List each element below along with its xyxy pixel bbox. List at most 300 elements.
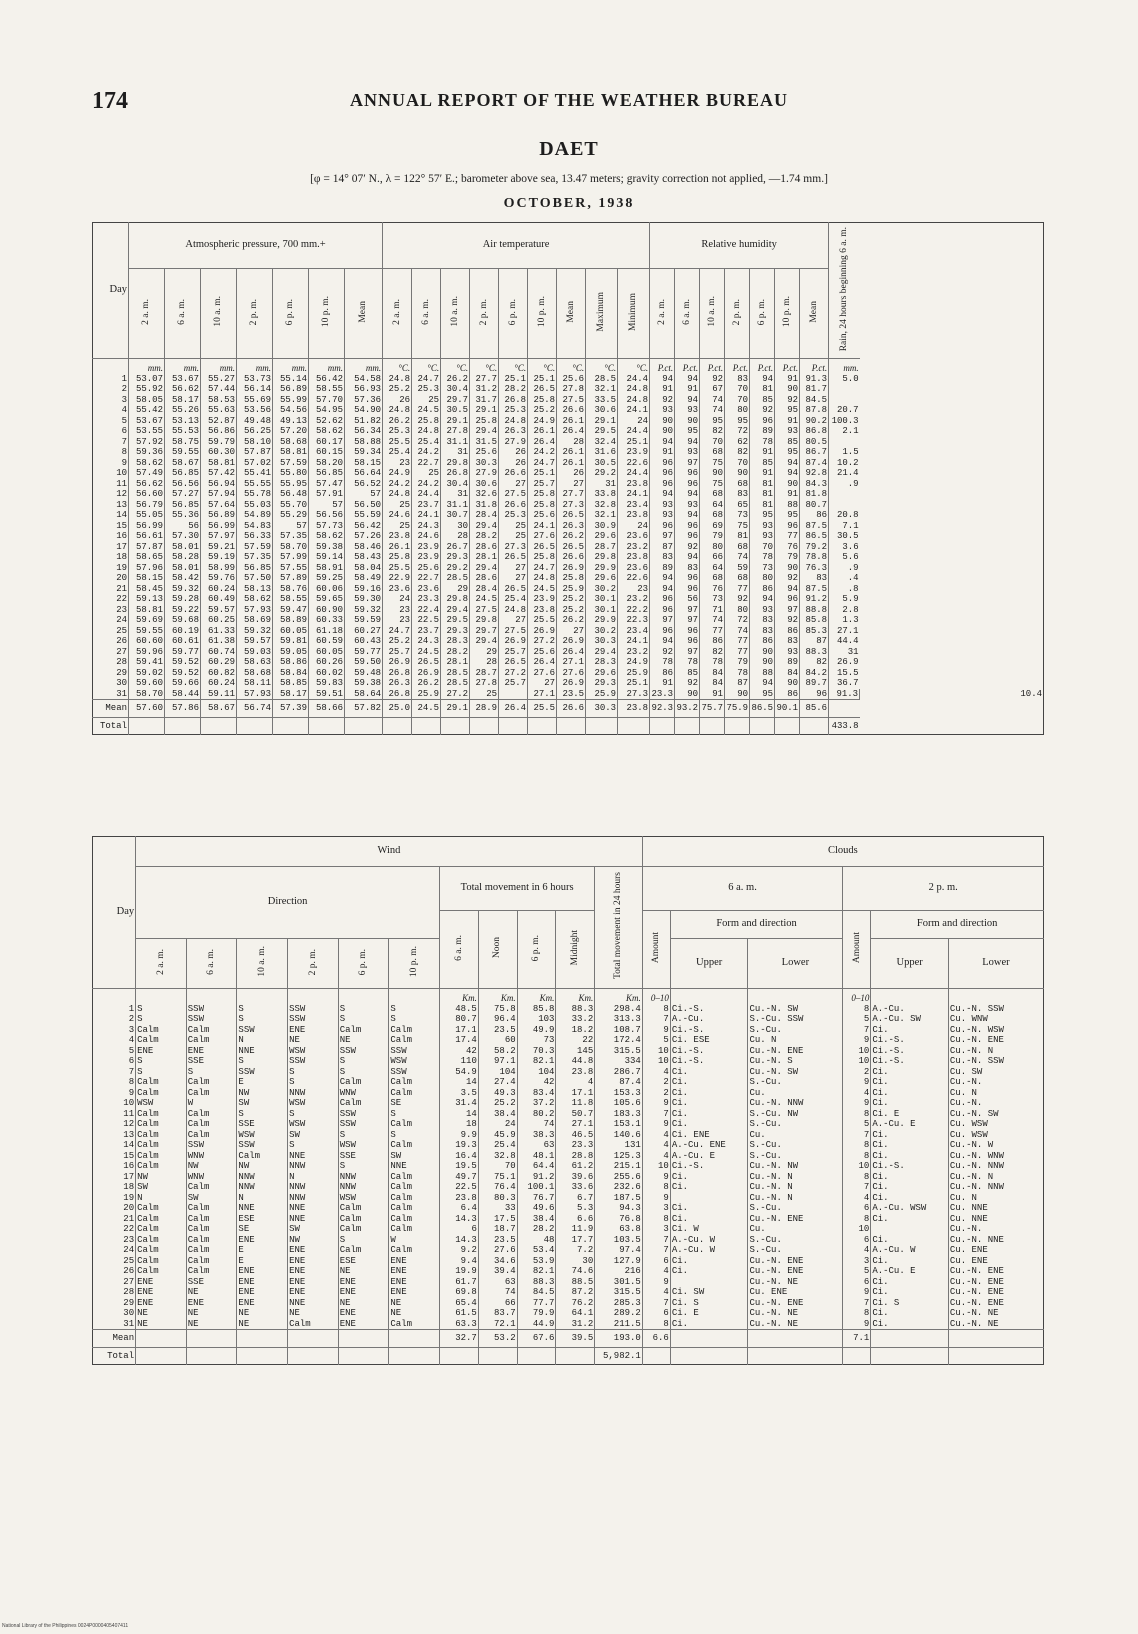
data-cell: 3: [642, 1203, 670, 1214]
col-header: Minimum: [618, 269, 650, 359]
data-cell: Ci.: [670, 1203, 748, 1214]
data-cell: 25: [499, 521, 528, 532]
data-cell: 56.42: [309, 374, 345, 385]
data-cell: SW: [237, 1098, 288, 1109]
data-cell: 59.32: [237, 626, 273, 637]
table-row: [93, 1266, 1044, 1277]
data-cell: 59.69: [129, 615, 165, 626]
data-cell: 57.64: [201, 500, 237, 511]
data-cell: 10: [642, 1161, 670, 1172]
data-cell: 23.3: [412, 594, 441, 605]
data-cell: S: [288, 1109, 339, 1120]
data-cell: 25.7: [528, 479, 557, 490]
data-cell: 96: [775, 594, 800, 605]
data-cell: 60.61: [165, 636, 201, 647]
data-cell: 24.1: [618, 636, 650, 647]
data-cell: SSW: [237, 1067, 288, 1078]
data-cell: 27.2: [499, 668, 528, 679]
data-cell: 56.52: [345, 479, 383, 490]
data-cell: 96: [675, 468, 700, 479]
data-cell: 25.8: [470, 416, 499, 427]
data-cell: 31.8: [470, 500, 499, 511]
data-cell: Cu.-N. ENE: [948, 1035, 1043, 1046]
data-cell: 57.55: [273, 563, 309, 574]
col-header: 2 a. m.: [129, 269, 165, 359]
data-cell: 29.4: [470, 521, 499, 532]
data-cell: [829, 384, 860, 395]
data-cell: 96: [650, 468, 675, 479]
summary-cell: 24.5: [412, 700, 441, 718]
data-cell: 68: [700, 510, 725, 521]
data-cell: Cu.-N. ENE: [748, 1256, 843, 1267]
data-cell: 27: [499, 479, 528, 490]
data-cell: 57.96: [129, 563, 165, 574]
data-cell: 24.1: [618, 489, 650, 500]
data-cell: 57.59: [273, 458, 309, 469]
summary-cell: 93.2: [675, 700, 700, 718]
table-row: [93, 458, 1044, 469]
data-cell: 8: [843, 1004, 871, 1015]
data-cell: 23.8: [440, 1193, 479, 1204]
data-cell: Calm: [136, 1109, 187, 1120]
data-cell: 7: [843, 1182, 871, 1193]
data-cell: 58.62: [237, 594, 273, 605]
data-cell: Ci.-S.: [670, 1046, 748, 1057]
data-cell: 80.3: [478, 1193, 517, 1204]
summary-cell: [345, 717, 383, 735]
data-cell: Cu.-N. NE: [748, 1308, 843, 1319]
data-cell: Cu.-N. NW: [748, 1161, 843, 1172]
data-cell: 30.1: [586, 594, 618, 605]
data-cell: 28: [557, 437, 586, 448]
data-cell: 88.3: [517, 1277, 556, 1288]
data-cell: 29.3: [441, 552, 470, 563]
day-cell: 12: [123, 1119, 135, 1129]
col-header: 2 p. m.: [288, 939, 339, 989]
data-cell: NE: [389, 1298, 440, 1309]
data-cell: 23.4: [618, 626, 650, 637]
summary-cell: [440, 1347, 479, 1365]
data-cell: 26.6: [557, 552, 586, 563]
data-cell: 57.36: [345, 395, 383, 406]
col-header: Mean: [557, 269, 586, 359]
lower-header: Lower: [948, 939, 1043, 989]
data-cell: 108.7: [595, 1025, 643, 1036]
data-cell: 84.5: [800, 395, 829, 406]
data-cell: ENE: [237, 1266, 288, 1277]
data-cell: 24.5: [412, 405, 441, 416]
data-cell: 57.44: [201, 384, 237, 395]
data-cell: Cu.-N. NNW: [748, 1098, 843, 1109]
data-cell: 79.2: [800, 542, 829, 553]
data-cell: S: [237, 1014, 288, 1025]
data-cell: 96: [650, 521, 675, 532]
row-label: Total: [93, 717, 129, 735]
day-cell: 10: [123, 1098, 135, 1108]
data-cell: Cu.-N. ENE: [948, 1287, 1043, 1298]
data-cell: 26.5: [528, 384, 557, 395]
data-cell: NE: [338, 1298, 389, 1309]
data-cell: 85: [775, 437, 800, 448]
data-cell: 23.9: [412, 552, 441, 563]
data-cell: WNW: [338, 1088, 389, 1099]
data-cell: SE: [237, 1224, 288, 1235]
table-row: [93, 668, 1044, 679]
data-cell: 5.3: [556, 1203, 595, 1214]
col-header: 10 p. m.: [309, 269, 345, 359]
data-cell: 58.62: [309, 531, 345, 542]
summary-cell: [470, 717, 499, 735]
summary-cell: [557, 717, 586, 735]
data-cell: SSW: [338, 1109, 389, 1120]
data-cell: 56.85: [309, 468, 345, 479]
data-cell: 28.2: [470, 531, 499, 542]
data-cell: 289.2: [595, 1308, 643, 1319]
data-cell: 14.3: [440, 1235, 479, 1246]
data-cell: 42: [440, 1046, 479, 1057]
data-cell: Cu.-N. S: [748, 1056, 843, 1067]
data-cell: 23.6: [618, 531, 650, 542]
data-cell: 58.01: [165, 542, 201, 553]
data-cell: 97.4: [595, 1245, 643, 1256]
data-cell: 57.93: [237, 605, 273, 616]
data-cell: 59.76: [201, 573, 237, 584]
data-cell: 6: [642, 1308, 670, 1319]
table-row: [93, 1193, 1044, 1204]
data-cell: 93: [750, 531, 775, 542]
clouds-6am-header: 6 a. m.: [642, 867, 842, 911]
data-cell: 23.2: [618, 594, 650, 605]
col-header: Mean: [800, 269, 829, 359]
data-cell: A.-Cu.: [670, 1014, 748, 1025]
data-cell: 59.36: [129, 447, 165, 458]
data-cell: 125.3: [595, 1151, 643, 1162]
data-cell: 93: [750, 521, 775, 532]
data-cell: 140.6: [595, 1130, 643, 1141]
summary-cell: 6.6: [642, 1330, 670, 1348]
data-cell: Cu. NNE: [948, 1214, 1043, 1225]
table-row: [93, 584, 1044, 595]
data-cell: 24.4: [618, 374, 650, 385]
data-cell: 55.80: [273, 468, 309, 479]
data-cell: 58.69: [237, 615, 273, 626]
row-label: Mean: [93, 700, 129, 718]
data-cell: E: [237, 1245, 288, 1256]
summary-cell: [338, 1347, 389, 1365]
summary-cell: 193.0: [595, 1330, 643, 1348]
data-cell: Cu.-N. SW: [948, 1109, 1043, 1120]
data-cell: S: [389, 1109, 440, 1120]
data-cell: 94: [675, 552, 700, 563]
rain-header: Rain, 24 hours beginning 6 a. m.: [829, 223, 860, 359]
data-cell: 58.75: [165, 437, 201, 448]
data-cell: 10: [843, 1224, 871, 1235]
data-cell: Ci. E: [670, 1308, 748, 1319]
data-cell: 59.55: [129, 626, 165, 637]
data-cell: 76.8: [595, 1214, 643, 1225]
data-cell: Cu.-N. ENE: [748, 1266, 843, 1277]
data-cell: 56: [165, 521, 201, 532]
data-cell: 8: [843, 1214, 871, 1225]
data-cell: 33.8: [586, 489, 618, 500]
data-cell: Cu.-N.: [948, 1098, 1043, 1109]
data-cell: W: [186, 1098, 237, 1109]
data-cell: N: [288, 1172, 339, 1183]
data-cell: S: [338, 1056, 389, 1067]
data-cell: 25: [383, 500, 412, 511]
data-cell: 7.2: [556, 1245, 595, 1256]
summary-cell: 433.8: [829, 717, 860, 735]
data-cell: 30.2: [586, 584, 618, 595]
data-cell: 58.46: [345, 542, 383, 553]
data-cell: SSW: [389, 1067, 440, 1078]
data-cell: 66: [700, 552, 725, 563]
data-cell: 82.1: [517, 1266, 556, 1277]
data-cell: 25.6: [470, 447, 499, 458]
data-cell: 49.48: [237, 416, 273, 427]
table1-body: [93, 359, 1044, 735]
data-cell: 6: [642, 1256, 670, 1267]
day-cell: 11: [116, 478, 127, 489]
data-cell: 26.1: [557, 458, 586, 469]
data-cell: ENE: [288, 1277, 339, 1288]
data-cell: 28.5: [441, 678, 470, 689]
data-cell: 39.4: [478, 1266, 517, 1277]
data-cell: 79: [700, 531, 725, 542]
data-cell: 75.8: [478, 1004, 517, 1015]
data-cell: 85: [750, 395, 775, 406]
data-cell: Ci.-S.: [670, 1004, 748, 1015]
data-cell: 187.5: [595, 1193, 643, 1204]
data-cell: Ci.-S.: [670, 1161, 748, 1172]
data-cell: 23.8: [556, 1067, 595, 1078]
data-cell: A.-Cu. W: [871, 1245, 949, 1256]
data-cell: 153.3: [595, 1088, 643, 1099]
data-cell: 87: [725, 678, 750, 689]
data-cell: 24: [478, 1119, 517, 1130]
data-cell: SSW: [288, 1014, 339, 1025]
data-cell: 29.1: [470, 405, 499, 416]
data-cell: 58.67: [165, 458, 201, 469]
day-cell: 16: [123, 1161, 135, 1171]
data-cell: N: [237, 1193, 288, 1204]
data-cell: NW: [237, 1161, 288, 1172]
data-cell: 23.6: [383, 584, 412, 595]
data-cell: 8: [843, 1308, 871, 1319]
data-cell: 25.5: [383, 437, 412, 448]
units-row: mm. mm. mm. mm. mm. mm. mm. °C. °C. °C. °C. °C. °C. °C. °C. °C. P.ct. P.ct. P.ct. P.ct. P.ct. P.ct. P.ct. mm.: [93, 359, 1044, 374]
data-cell: 82: [700, 647, 725, 658]
data-cell: 69.8: [440, 1287, 479, 1298]
data-cell: 55.55: [237, 479, 273, 490]
data-cell: 55.29: [273, 510, 309, 521]
data-cell: 90: [675, 416, 700, 427]
data-cell: 57.35: [273, 531, 309, 542]
data-cell: Ci.: [871, 1256, 949, 1267]
summary-cell: [129, 717, 165, 735]
data-cell: Cu.-N. W: [948, 1140, 1043, 1151]
summary-cell: [136, 1330, 187, 1348]
data-cell: 24.7: [528, 563, 557, 574]
data-cell: ENE: [338, 1319, 389, 1330]
data-cell: 26.2: [441, 374, 470, 385]
data-cell: 315.5: [595, 1287, 643, 1298]
data-cell: .8: [829, 584, 860, 595]
data-cell: Cu.-N. N: [748, 1193, 843, 1204]
day-cell: 27: [116, 646, 127, 657]
data-cell: 31.5: [470, 437, 499, 448]
data-cell: SSE: [186, 1277, 237, 1288]
data-cell: 60.90: [309, 605, 345, 616]
data-cell: 14: [440, 1109, 479, 1120]
data-cell: 23: [383, 615, 412, 626]
data-cell: 5: [843, 1014, 871, 1025]
data-cell: 27.2: [441, 689, 470, 700]
table-row: [93, 510, 1044, 521]
data-cell: 78: [650, 657, 675, 668]
data-cell: NNW: [288, 1193, 339, 1204]
data-cell: 92: [775, 573, 800, 584]
data-cell: 8: [642, 1004, 670, 1015]
data-cell: 94: [775, 468, 800, 479]
data-cell: [871, 1224, 949, 1235]
data-cell: 23.8: [528, 605, 557, 616]
data-cell: 91: [675, 384, 700, 395]
data-cell: 22.7: [412, 458, 441, 469]
data-cell: 57.73: [309, 521, 345, 532]
data-cell: 29.8: [441, 594, 470, 605]
data-cell: 7.1: [829, 521, 860, 532]
col-header: 2 a. m.: [136, 939, 187, 989]
data-cell: 24.9: [383, 468, 412, 479]
data-cell: 59.48: [345, 668, 383, 679]
data-cell: WSW: [288, 1046, 339, 1057]
table-row: [93, 1277, 1044, 1288]
day-cell: 17: [123, 1171, 135, 1182]
data-cell: Calm: [136, 1088, 187, 1099]
data-cell: 25.1: [618, 678, 650, 689]
data-cell: 22.3: [618, 615, 650, 626]
day-header: Day: [93, 837, 136, 989]
data-cell: 32.6: [470, 489, 499, 500]
summary-cell: [948, 1347, 1043, 1365]
summary-cell: 28.9: [470, 700, 499, 718]
day-cell: 13: [116, 499, 127, 510]
data-cell: Cu.-N. ENE: [748, 1046, 843, 1057]
data-cell: 28.5: [441, 668, 470, 679]
data-cell: 58.10: [237, 437, 273, 448]
data-cell: 51.82: [345, 416, 383, 427]
data-cell: 64: [700, 563, 725, 574]
data-cell: 75: [700, 479, 725, 490]
data-cell: 26.2: [383, 416, 412, 427]
data-cell: 24.2: [412, 479, 441, 490]
data-cell: 70: [750, 542, 775, 553]
data-cell: 59.66: [165, 678, 201, 689]
data-cell: NNW: [288, 1182, 339, 1193]
data-cell: 62: [725, 437, 750, 448]
day-cell: 29: [123, 1297, 135, 1308]
data-cell: 6.7: [556, 1193, 595, 1204]
data-cell: 95: [775, 405, 800, 416]
data-cell: 70: [725, 395, 750, 406]
data-cell: 25.1: [618, 437, 650, 448]
data-cell: 83: [725, 374, 750, 385]
data-cell: 7: [642, 1298, 670, 1309]
data-cell: Ci.: [871, 1277, 949, 1288]
data-cell: 83: [800, 573, 829, 584]
data-cell: 95: [775, 510, 800, 521]
data-cell: 21.4: [829, 468, 860, 479]
data-cell: W: [389, 1235, 440, 1246]
day-cell: 14: [123, 1140, 135, 1150]
data-cell: 27.6: [528, 668, 557, 679]
summary-cell: [556, 1347, 595, 1365]
data-cell: 59.51: [309, 689, 345, 700]
data-cell: 24.8: [383, 405, 412, 416]
data-cell: 58.11: [237, 678, 273, 689]
data-cell: 19.9: [440, 1266, 479, 1277]
data-cell: 61.7: [440, 1277, 479, 1288]
day-cell: 23: [123, 1234, 135, 1245]
data-cell: 5.6: [829, 552, 860, 563]
summary-cell: [748, 1347, 843, 1365]
table-row: [93, 1245, 1044, 1256]
table-row: [93, 1067, 1044, 1078]
data-cell: 91: [650, 447, 675, 458]
data-cell: 86: [700, 636, 725, 647]
data-cell: S.-Cu.: [748, 1245, 843, 1256]
data-cell: 56.56: [165, 479, 201, 490]
data-cell: 53.67: [129, 416, 165, 427]
data-cell: 59.14: [309, 552, 345, 563]
data-cell: 25.2: [383, 636, 412, 647]
data-cell: 25.9: [557, 584, 586, 595]
data-cell: [829, 500, 860, 511]
data-cell: 89: [775, 657, 800, 668]
summary-cell: 56.74: [237, 700, 273, 718]
data-cell: 58.81: [201, 458, 237, 469]
movement-header: Total movement in 6 hours: [440, 867, 595, 911]
data-cell: 26.9: [412, 668, 441, 679]
data-cell: 24.9: [618, 657, 650, 668]
data-cell: 58.04: [345, 563, 383, 574]
data-cell: 23.3: [556, 1140, 595, 1151]
data-cell: 26.8: [499, 395, 528, 406]
data-cell: 90: [775, 678, 800, 689]
data-cell: 54.56: [273, 405, 309, 416]
data-cell: 26: [499, 458, 528, 469]
data-cell: Calm: [186, 1245, 237, 1256]
data-cell: 55.63: [201, 405, 237, 416]
data-cell: 172.4: [595, 1035, 643, 1046]
data-cell: Ci. ENE: [670, 1130, 748, 1141]
data-cell: WSW: [288, 1119, 339, 1130]
data-cell: [670, 1193, 748, 1204]
data-cell: 57.42: [201, 468, 237, 479]
data-cell: 23.3: [651, 688, 674, 699]
col-header: Noon: [478, 911, 517, 989]
day-cell: 14: [116, 510, 127, 520]
data-cell: 90: [750, 647, 775, 658]
data-cell: ENE: [288, 1025, 339, 1036]
data-cell: 59.77: [165, 647, 201, 658]
data-cell: 61.2: [556, 1161, 595, 1172]
data-cell: ENE: [389, 1256, 440, 1267]
data-cell: 131: [595, 1140, 643, 1151]
data-cell: ENE: [136, 1287, 187, 1298]
table-row: [93, 1004, 1044, 1015]
